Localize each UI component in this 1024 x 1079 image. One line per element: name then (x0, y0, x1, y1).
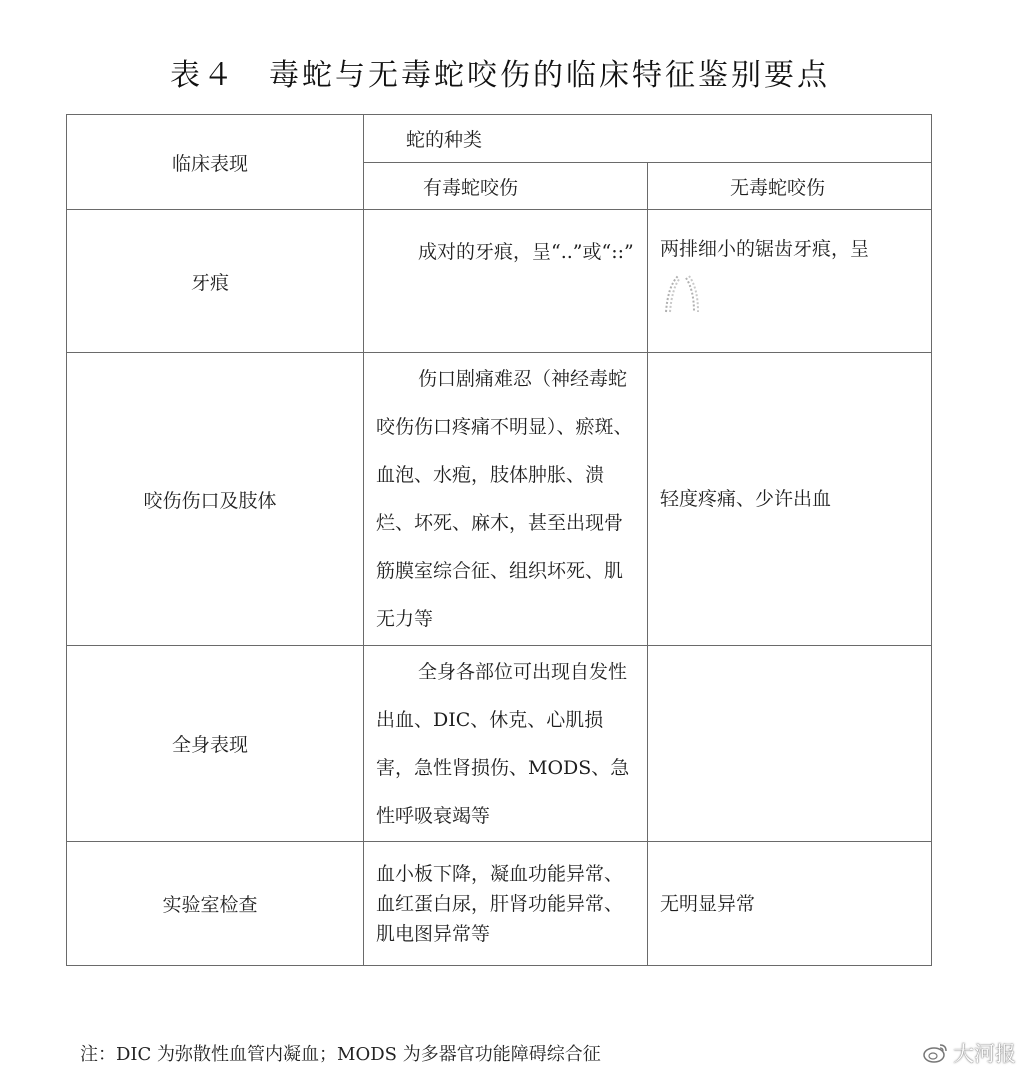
weibo-logo-icon (923, 1042, 949, 1064)
row-label: 咬伤伤口及肢体 (67, 353, 364, 646)
table-row (67, 210, 932, 353)
nonvenomous-cell (648, 842, 932, 966)
row-label: 牙痕 (67, 210, 364, 353)
venomous-text: 全身各部位可出现自发性出血、DIC、休克、心肌损害，急性肾损伤、MODS、急性呼吸衰竭等 (376, 660, 630, 827)
venomous-cell (364, 842, 648, 966)
nonvenomous-text: 两排细小的锯齿牙痕，呈 (660, 238, 870, 260)
venomous-text: 成对的牙痕，呈“..”或“::” (418, 241, 634, 263)
serrated-teeth-marks-icon (662, 272, 923, 327)
nonvenomous-cell (648, 646, 932, 842)
header-nonvenomous: 无毒蛇咬伤 (648, 163, 932, 210)
nonvenomous-text: 轻度疼痛、少许出血 (660, 488, 832, 510)
table-row (67, 646, 932, 842)
table-row (67, 842, 932, 966)
venomous-cell (364, 353, 648, 646)
nonvenomous-cell (648, 210, 932, 353)
row-label: 全身表现 (67, 646, 364, 842)
watermark (923, 1038, 1016, 1068)
footnote: 注：DIC 为弥散性血管内凝血；MODS 为多器官功能障碍综合征 (80, 1044, 601, 1065)
venomous-text: 伤口剧痛难忍（神经毒蛇咬伤伤口疼痛不明显）、瘀斑、血泡、水疱，肢体肿胀、溃烂、坏死、麻木，甚至出现骨筋膜室综合征、组织坏死、肌无力等 (376, 368, 633, 630)
header-snake-type-cell (364, 115, 932, 163)
table-row (67, 353, 932, 646)
venomous-cell (364, 210, 648, 353)
venomous-cell (364, 646, 648, 842)
row-label: 实验室检查 (67, 842, 364, 966)
venomous-text: 血小板下降，凝血功能异常、血红蛋白尿，肝肾功能异常、肌电图异常等 (376, 862, 624, 945)
header-row (67, 115, 932, 163)
header-snake-type: 蛇的种类 (406, 129, 483, 151)
clinical-features-table (66, 114, 932, 966)
header-venomous: 有毒蛇咬伤 (364, 163, 648, 210)
watermark-text: 大河报 (953, 1042, 1016, 1066)
nonvenomous-text: 无明显异常 (660, 892, 756, 915)
table-title: 表４ 毒蛇与无毒蛇咬伤的临床特征鉴别要点 (170, 58, 830, 93)
header-clinical-label: 临床表现 (67, 115, 364, 210)
nonvenomous-cell (648, 353, 932, 646)
